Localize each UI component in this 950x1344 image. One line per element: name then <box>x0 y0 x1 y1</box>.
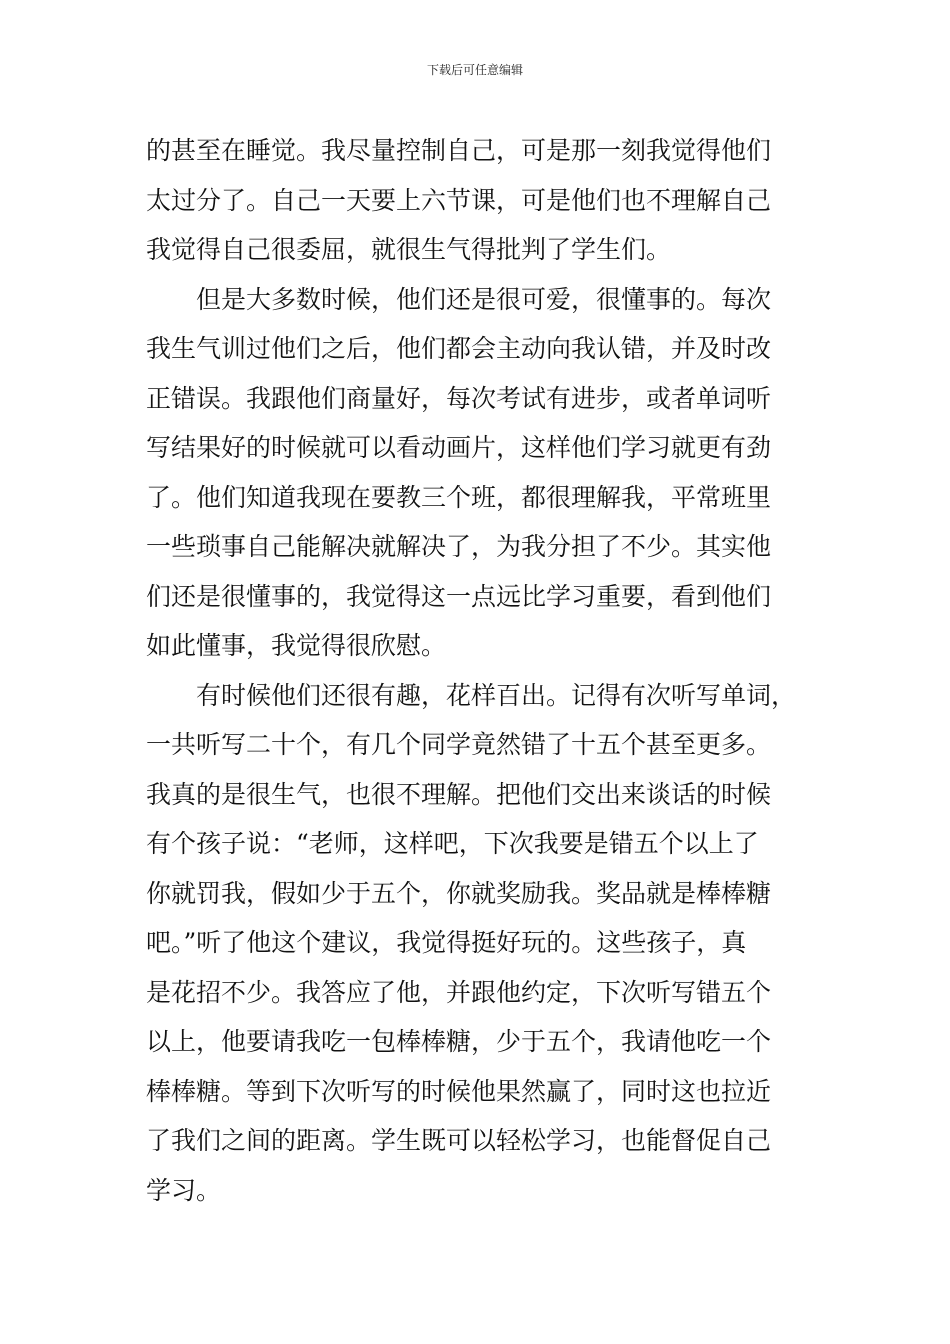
text-line: 以上，他要请我吃一包棒棒糖，少于五个，我请他吃一个 <box>146 1027 772 1056</box>
text-line: 你就罚我，假如少于五个，你就奖励我。奖品就是棒棒糖 <box>146 878 772 908</box>
text-line: 了。他们知道我现在要教三个班，都很理解我，平常班里 <box>146 482 772 512</box>
text-line: 有个孩子说：“老师，这样吧，下次我要是错五个以上了 <box>146 829 759 858</box>
text-line: 我觉得自己很委屈，就很生气得批判了学生们。 <box>146 235 672 264</box>
text-line: 吧。”听了他这个建议，我觉得挺好玩的。这些孩子，真 <box>146 928 747 957</box>
text-line: 的甚至在睡觉。我尽量控制自己，可是那一刻我觉得他们 <box>146 136 772 165</box>
text-line: 一些琐事自己能解决就解决了，为我分担了不少。其实他 <box>146 532 772 561</box>
document-body <box>146 126 810 1215</box>
text-line: 我生气训过他们之后，他们都会主动向我认错，并及时改 <box>146 334 772 363</box>
text-line: 正错误。我跟他们商量好，每次考试有进步，或者单词听 <box>146 383 772 413</box>
text-line: 写结果好的时候就可以看动画片，这样他们学习就更有劲 <box>146 433 772 462</box>
text-line: 们还是很懂事的，我觉得这一点远比学习重要，看到他们 <box>146 581 772 611</box>
text-line: 太过分了。自己一天要上六节课，可是他们也不理解自己 <box>146 185 772 215</box>
page-header: 下载后可任意编辑 <box>426 63 523 77</box>
text-line: 是花招不少。我答应了他，并跟他约定，下次听写错五个 <box>146 977 772 1007</box>
text-line: 一共听写二十个，有几个同学竟然错了十五个甚至更多。 <box>146 730 772 759</box>
text-line: 有时候他们还很有趣，花样百出。记得有次听写单词， <box>196 680 797 710</box>
text-line: 学习。 <box>146 1175 222 1205</box>
text-line: 我真的是很生气，也很不理解。把他们交出来谈话的时候 <box>146 779 772 809</box>
text-line: 但是大多数时候，他们还是很可爱，很懂事的。每次 <box>196 284 772 314</box>
text-line: 了我们之间的距离。学生既可以轻松学习，也能督促自己 <box>146 1126 772 1155</box>
text-line: 棒棒糖。等到下次听写的时候他果然赢了，同时这也拉近 <box>146 1076 772 1106</box>
text-line: 如此懂事，我觉得很欣慰。 <box>146 631 447 660</box>
